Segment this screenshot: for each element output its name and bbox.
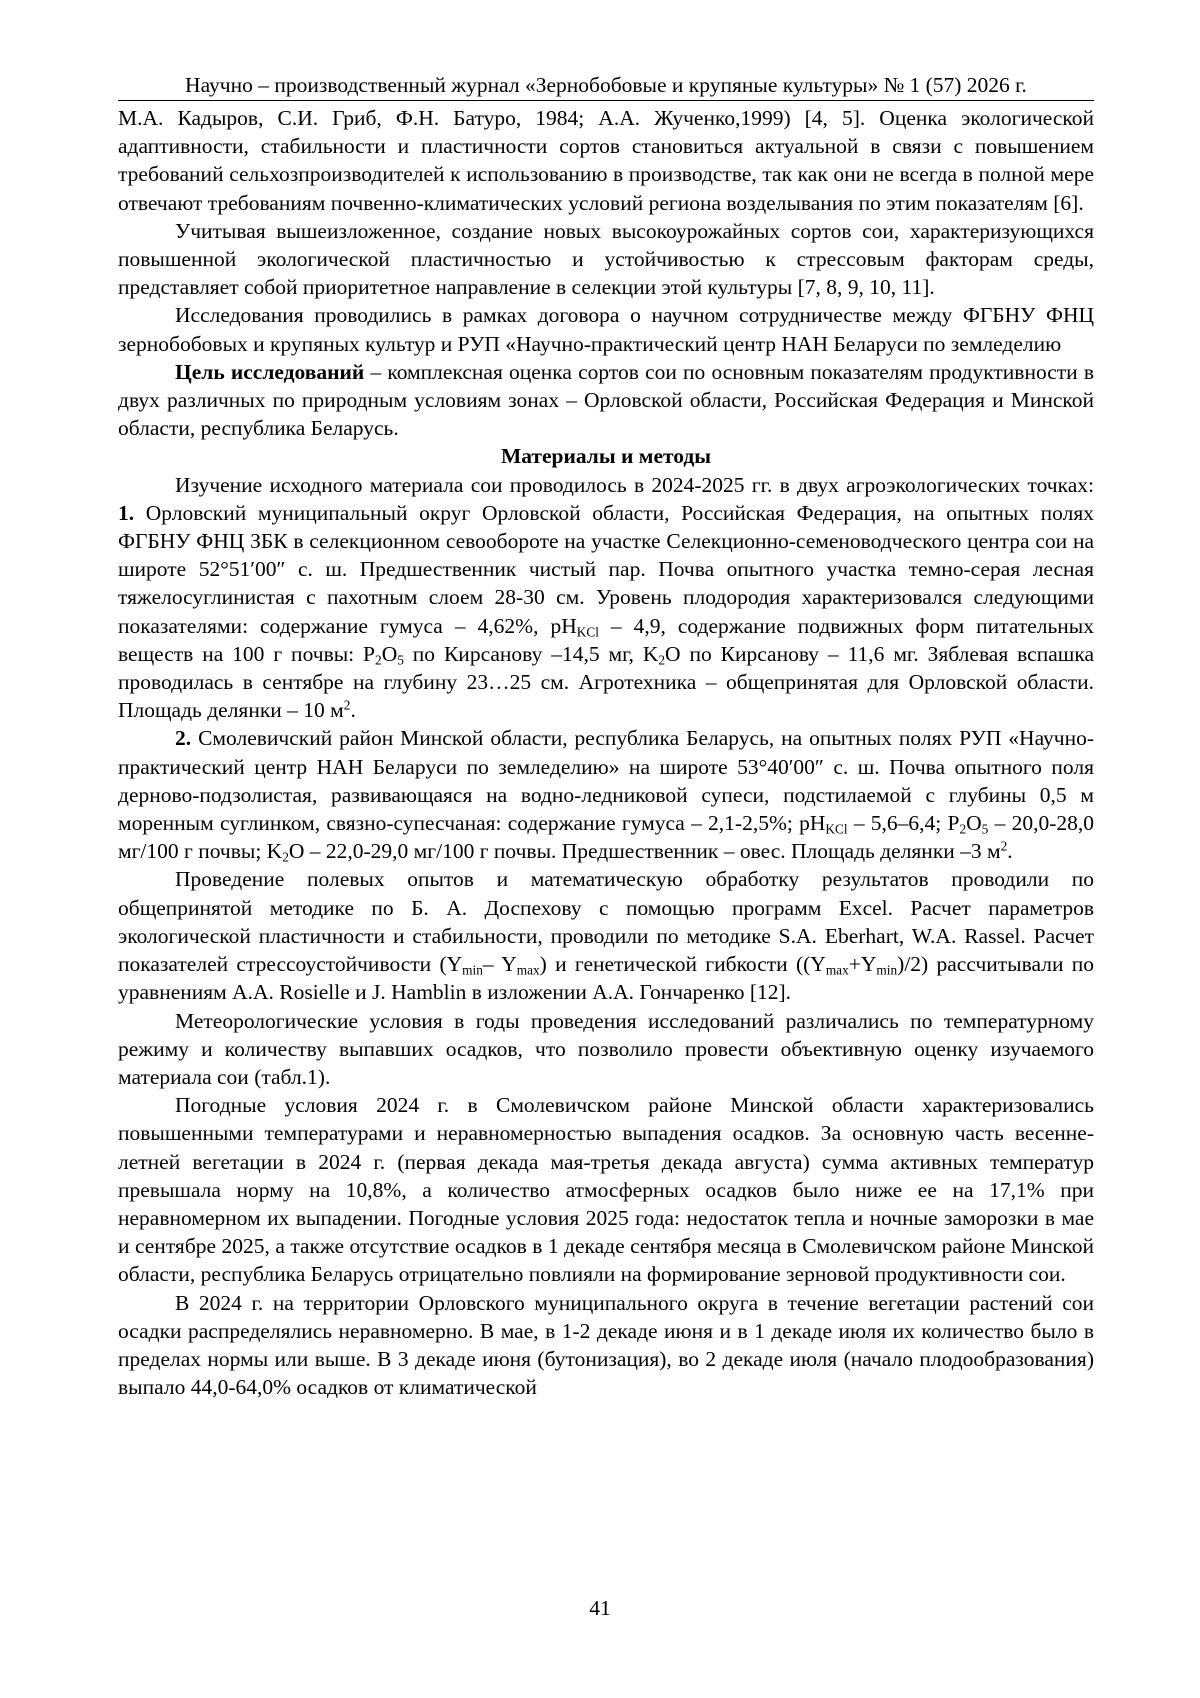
- subscript: 2: [375, 652, 382, 668]
- text-run: )/2) рассчитывали по уравнениям A.A. Rosielle и J. Hamblin в изложении А.А. Гончаренко [12].: [118, 952, 1095, 1005]
- text-run: Изучение исходного материала сои проводилось в 2024-2025 гг. в двух агроэкологических точках:: [175, 472, 1094, 497]
- paragraph-weather-minsk: Погодные условия 2024 г. в Смолевичском районе Минской области характеризовались повышенными температурами и неравномерностью выпадения осадков. За основную часть весенне-летней вегетации в 2024 г. (первая декада мая-третья декада августа) сумма активных температур превышала норму на 10,8%, а количество атмосферных осадков было ниже ее на 17,1% при неравномерном их выпадении. Погодные условия 2025 года: недостаток тепла и ночные заморозки в мае и сентябре 2025, а также отсутствие осадков в 1 декаде сентября месяца в Смолевичском районе Минской области, республика Беларусь отрицательно повлияли на формирование зерновой продуктивности сои.: [118, 1093, 1094, 1287]
- text-run: – 4,9, содержание подвижных форм питательных веществ на 100 г почвы: P: [118, 613, 1094, 666]
- paragraph-weather-orel: В 2024 г. на территории Орловского муниципального округа в течение вегетации растений сои осадки распределялись неравномерно. В мае, в 1-2 декаде июня и в 1 декаде июля их количество было в пределах нормы или выше. В 3 декаде июня (бутонизация), во 2 декаде июля (начало плодообразования) выпало 44,0-64,0% осадков от климатической: [118, 1290, 1094, 1400]
- subscript: KCl: [576, 623, 599, 639]
- item-number: 1.: [118, 500, 135, 525]
- text-run: – 20,0-28,0 мг/100 г почвы; K: [118, 811, 1094, 864]
- subscript: 5: [981, 821, 989, 837]
- item-number: 2.: [175, 726, 192, 751]
- superscript: 2: [1000, 838, 1008, 854]
- text-run: по Кирсанову –14,5 мг, K: [403, 641, 659, 666]
- subscript: min: [462, 962, 483, 978]
- text-run: O – 22,0-29,0 мг/100 г почвы. Предшественник – овес. Площадь делянки –3 м: [288, 839, 1001, 864]
- text-run: Проведение полевых опытов и математическую обработку результатов проводили по общепринятой методике по Б. А. Доспехову с помощью программ Excel. Расчет параметров экологической пластичности и стабильности, проводили по методике S.A. Eberhart, W.A. Rassel. Расчет показателей стрессоустойчивости (Y: [118, 867, 1094, 977]
- subscript: min: [876, 962, 898, 978]
- text-run: Орловский муниципальный округ Орловской области, Российская Федерация, на опытных полях ФГБНУ ФНЦ ЗБК в селекционном севообороте на участке Селекционно-семеноводческого центра сои на широте 52°51′00″ с. ш. Предшественник чистый пар. Почва опытного участка темно-серая лесная тяжелосуглинистая с пахотным слоем 28-30 см. Уровень плодородия характеризовался следующими показателями: содержание гумуса – 4,62%, pH: [118, 500, 1094, 638]
- text-run: Смолевичский район Минской области, республика Беларусь, на опытных полях РУП «Научно-практический центр НАН Беларуси по земледелию» на широте 53°40′00″ с. ш. Почва опытного поля дерново-подзолистая, развивающаяся на водно-ледниковой супеси, подстилаемой с глубины 0,5 м моренным суглинком, связно-супесчаная: содержание гумуса – 2,1-2,5%; pH: [118, 726, 1094, 836]
- text-run: – 5,6–6,4; P: [847, 811, 960, 836]
- subscript: KCl: [825, 821, 848, 837]
- text-run: O: [381, 641, 398, 666]
- subscript: 2: [959, 821, 967, 837]
- subscript: max: [825, 962, 849, 978]
- aim-text: – комплексная оценка сортов сои по основным показателям продуктивности в двух различных по природным условиям зонах – Орловской области, Российская Федерация и Минской области, республика Беларусь.: [118, 359, 1095, 441]
- paragraph-1: М.А. Кадыров, С.И. Гриб, Ф.Н. Батуро, 1984; А.А. Жученко,1999) [4, 5]. Оценка экологической адаптивности, стабильности и пластичности сортов становиться актуальной в связи с повышением требований сельхозпроизводителей к использованию в производстве, так как они не всегда в полной мере отвечают требованиям почвенно-климатических условий региона возделывания по этим показателям [6].: [118, 106, 1094, 215]
- subscript: max: [516, 962, 540, 978]
- text-run: – Y: [482, 952, 517, 977]
- text-run: O: [966, 811, 982, 836]
- article-body: [118, 104, 1094, 1401]
- paragraph-site-2: [118, 724, 1094, 865]
- text-run: ) и генетической гибкости ((Y: [539, 952, 826, 977]
- text-run: .: [350, 698, 356, 723]
- page-number: 41: [589, 1596, 611, 1620]
- text-run: .: [1007, 839, 1013, 864]
- running-header: Научно – производственный журнал «Зернобобовые и крупяные культуры» № 1 (57) 2026 г.: [118, 72, 1094, 101]
- section-title: Материалы и методы: [500, 444, 712, 469]
- paragraph-site-1: [118, 471, 1094, 725]
- paragraph-methods: [118, 865, 1094, 1006]
- paragraph-2: Учитывая вышеизложенное, создание новых высокоурожайных сортов сои, характеризующихся повышенной экологической пластичностью и устойчивостью к стрессовым факторам среды, представляет собой приоритетное направление в селекции этой культуры [7, 8, 9, 10, 11].: [118, 218, 1094, 300]
- superscript: 2: [343, 697, 351, 713]
- subscript: 5: [397, 652, 404, 668]
- paragraph-3: Исследования проводились в рамках договора о научном сотрудничестве между ФГБНУ ФНЦ зернобобовых и крупяных культур и РУП «Научно-практический центр НАН Беларуси по земледелию: [118, 303, 1094, 356]
- paragraph-aim: [118, 358, 1094, 443]
- text-run: O по Кирсанову – 11,6 мг. Зяблевая вспашка проводилась в сентябре на глубину 23…25 см. Агротехника – общепринятая для Орловской области. Площадь делянки – 10 м: [118, 641, 1094, 723]
- aim-label: Цель исследований: [175, 359, 365, 384]
- paragraph-meteo: Метеорологические условия в годы проведения исследований различались по температурному режиму и количеству выпавших осадков, что позволило провести объективную оценку изучаемого материала сои (табл.1).: [118, 1008, 1094, 1089]
- subscript: 2: [658, 652, 666, 668]
- subscript: 2: [282, 849, 289, 865]
- text-run: +Y: [848, 952, 877, 977]
